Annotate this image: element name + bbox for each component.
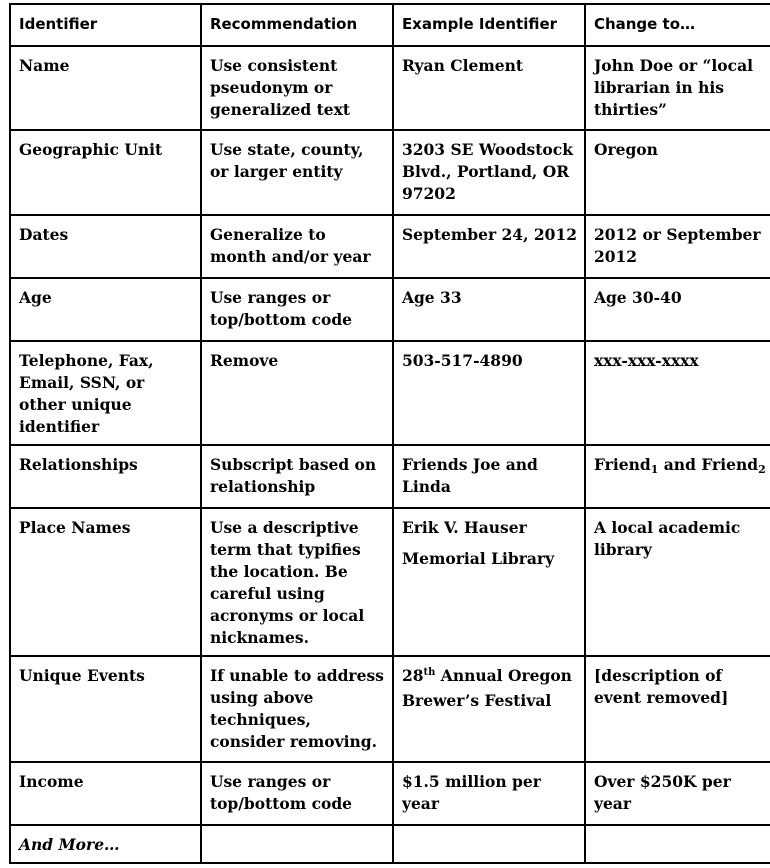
header-recommendation: Recommendation <box>201 4 393 46</box>
cell-change: [description of event removed] <box>585 656 770 762</box>
cell-identifier: Relationships <box>10 445 201 508</box>
cell-example <box>393 656 585 762</box>
table-row <box>10 445 770 508</box>
header-row <box>10 4 770 46</box>
cell-recommendation: Subscript based on relationship <box>201 445 393 508</box>
cell-identifier: Age <box>10 278 201 341</box>
cell-identifier: Geographic Unit <box>10 130 201 215</box>
cell-change: Over $250K per year <box>585 762 770 825</box>
cell-change: John Doe or “local librarian in his thirties” <box>585 46 770 130</box>
cell-example <box>393 825 585 863</box>
table-row <box>10 278 770 341</box>
cell-recommendation: Use consistent pseudonym or generalized text <box>201 46 393 130</box>
cell-recommendation: If unable to address using above techniques, consider removing. <box>201 656 393 762</box>
cell-example: $1.5 million per year <box>393 762 585 825</box>
table-row <box>10 508 770 656</box>
cell-recommendation: Use ranges or top/bottom code <box>201 278 393 341</box>
example-rest: Annual Oregon Brewer’s Festival <box>401 666 572 710</box>
change-word-2: Friend <box>701 455 759 474</box>
example-number: 28 <box>401 666 424 685</box>
table-row <box>10 341 770 445</box>
change-subscript-1: 1 <box>650 463 659 476</box>
header-identifier: Identifier <box>10 4 201 46</box>
change-word-1: Friend <box>593 455 651 474</box>
cell-identifier: Income <box>10 762 201 825</box>
cell-identifier: And More… <box>10 825 201 863</box>
cell-change: Age 30-40 <box>585 278 770 341</box>
header-change-to: Change to… <box>585 4 770 46</box>
cell-example: September 24, 2012 <box>393 215 585 278</box>
cell-recommendation <box>201 825 393 863</box>
cell-identifier: Unique Events <box>10 656 201 762</box>
example-ordinal-suffix: th <box>423 667 436 678</box>
example-line-2: Memorial Library <box>401 549 555 568</box>
table-row <box>10 825 770 863</box>
cell-recommendation: Use ranges or top/bottom code <box>201 762 393 825</box>
cell-example: Ryan Clement <box>393 46 585 130</box>
table-row <box>10 130 770 215</box>
table-row <box>10 215 770 278</box>
cell-example: 3203 SE Woodstock Blvd., Portland, OR 97202 <box>393 130 585 215</box>
cell-identifier: Place Names <box>10 508 201 656</box>
cell-recommendation: Use a descriptive term that typifies the location. Be careful using acronyms or local nicknames. <box>201 508 393 656</box>
cell-example: Friends Joe and Linda <box>393 445 585 508</box>
cell-change: A local academic library <box>585 508 770 656</box>
cell-example: Age 33 <box>393 278 585 341</box>
example-line-1: Erik V. Hauser <box>401 518 527 537</box>
cell-change <box>585 445 770 508</box>
cell-change: Oregon <box>585 130 770 215</box>
cell-example: 503-517-4890 <box>393 341 585 445</box>
header-example-identifier: Example Identifier <box>393 4 585 46</box>
table-row <box>10 762 770 825</box>
cell-recommendation: Generalize to month and/or year <box>201 215 393 278</box>
cell-change <box>585 825 770 863</box>
cell-change: 2012 or September 2012 <box>585 215 770 278</box>
change-middle: and <box>658 455 702 474</box>
deidentification-table <box>9 3 770 864</box>
cell-identifier: Telephone, Fax, Email, SSN, or other unique identifier <box>10 341 201 445</box>
table-row <box>10 656 770 762</box>
cell-identifier: Dates <box>10 215 201 278</box>
change-subscript-2: 2 <box>758 463 766 476</box>
cell-change: xxx-xxx-xxxx <box>585 341 770 445</box>
cell-example <box>393 508 585 656</box>
cell-recommendation: Remove <box>201 341 393 445</box>
cell-recommendation: Use state, county, or larger entity <box>201 130 393 215</box>
cell-identifier: Name <box>10 46 201 130</box>
table-row <box>10 46 770 130</box>
